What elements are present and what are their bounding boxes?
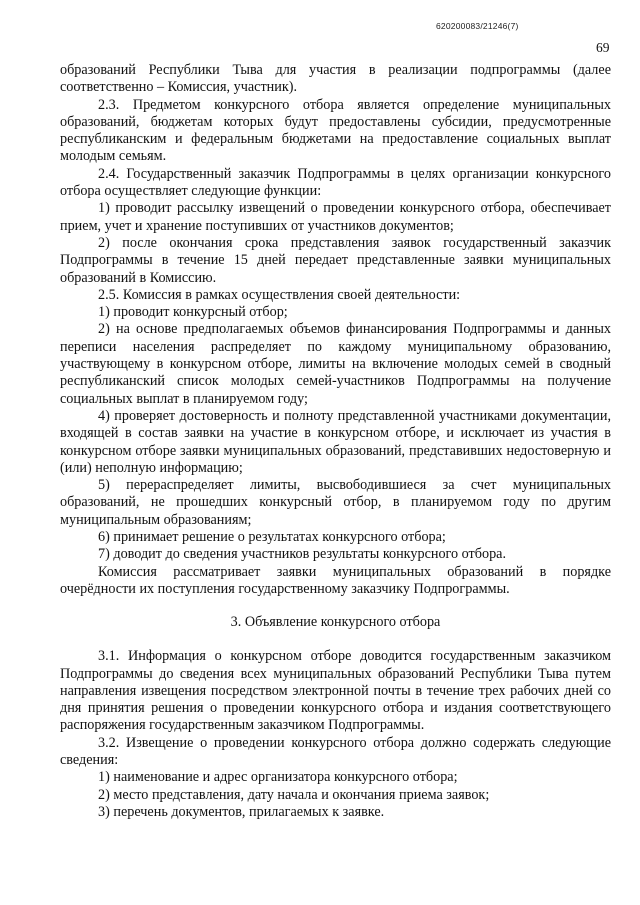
document-body [60, 62, 611, 821]
paragraph: 5) перераспределяет лимиты, высвободившиеся за счет муниципальных образований, не прошедших конкурсный отбор, в планируемом году по другим муниципальным образованиям; [60, 477, 611, 528]
page-number: 69 [596, 40, 610, 55]
paragraphs-before-heading [60, 62, 611, 598]
paragraphs-after-heading [60, 648, 611, 821]
paragraph: 2) на основе предполагаемых объемов финансирования Подпрограммы и данных переписи населения распределяет по каждому муниципальному образованию, участвующему в конкурсном отборе, лимиты на включение молодых семей в сводный республиканский список молодых семей-участников Подпрограммы на получение социальных выплат в планируемом году; [60, 321, 611, 407]
paragraph: 3.1. Информация о конкурсном отборе доводится государственным заказчиком Подпрограммы до сведения всех муниципальных образований Республики Тыва путем направления извещения посредством электронной почты в течение трех рабочих дней со дня принятия решения о проведении конкурсного отбора и издания соответствующего распоряжения государственным заказчиком Подпрограммы. [60, 648, 611, 734]
paragraph: 6) принимает решение о результатах конкурсного отбора; [98, 529, 446, 546]
paragraph: 3.2. Извещение о проведении конкурсного отбора должно содержать следующие сведения: [60, 734, 611, 768]
paragraph: 3) перечень документов, прилагаемых к заявке. [98, 803, 385, 820]
paragraph: 4) проверяет достоверность и полноту представленной участниками документации, входящей в состав заявки на участие в конкурсном отборе, и исключает из участия в конкурсном отборе заявки муниципальных образований, представивших недостоверную и (или) неполную информацию; [60, 407, 611, 476]
paragraph: 7) доводит до сведения участников результаты конкурсного отбора. [98, 546, 507, 563]
paragraph: 2.4. Государственный заказчик Подпрограммы в целях организации конкурсного отбора осуществляет следующие функции: [60, 165, 611, 200]
paragraph: 1) проводит рассылку извещений о проведении конкурсного отбора, обеспечивает прием, учет и хранение поступивших от участников документов; [60, 200, 611, 234]
paragraph: Комиссия рассматривает заявки муниципальных образований в порядке очерёдности их поступления государственному заказчику Подпрограммы. [60, 563, 611, 597]
paragraph: 1) проводит конкурсный отбор; [98, 304, 288, 321]
paragraph: 2.3. Предметом конкурсного отбора является определение муниципальных образований, бюджетам которых будут предоставлены субсидии, предусмотренные республиканским и федеральным бюджетами на предоставление социальных выплат молодым семьям. [60, 96, 611, 165]
document-id: 620200083/21246(7) [436, 21, 519, 31]
paragraph: 2) место представления, дату начала и окончания приема заявок; [98, 786, 490, 803]
section-heading: 3. Объявление конкурсного отбора [230, 614, 441, 631]
paragraph: образований Республики Тыва для участия в реализации подпрограммы (далее соответственно – Комиссия, участник). [60, 62, 611, 96]
paragraph: 1) наименование и адрес организатора конкурсного отбора; [98, 769, 458, 786]
paragraph: 2) после окончания срока представления заявок государственный заказчик Подпрограммы в течение 15 дней передает представленные заявки муниципальных образований в Комиссию. [60, 234, 611, 286]
paragraph: 2.5. Комиссия в рамках осуществления своей деятельности: [98, 286, 461, 303]
